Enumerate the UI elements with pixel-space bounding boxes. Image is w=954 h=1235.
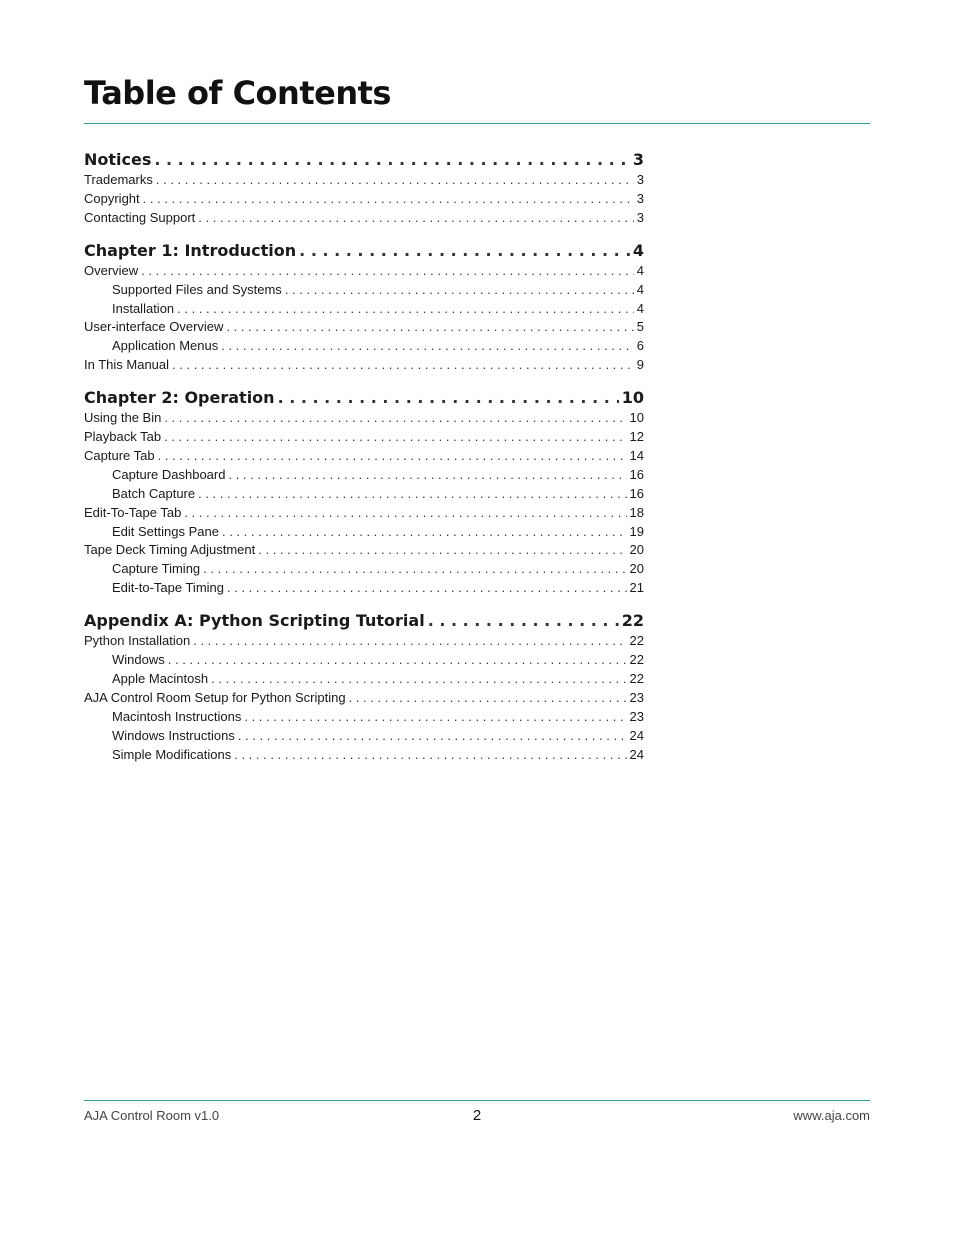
toc-entry[interactable] xyxy=(84,429,644,447)
toc-entry-page-number: 20 xyxy=(629,561,644,577)
toc-dot-leader xyxy=(258,542,626,557)
toc-entry-label: In This Manual xyxy=(84,357,170,373)
toc-dot-leader xyxy=(428,611,619,630)
toc-entry[interactable] xyxy=(84,486,644,504)
toc-dot-leader xyxy=(193,633,626,648)
toc-dot-leader xyxy=(234,747,626,762)
toc-dot-leader xyxy=(228,467,626,482)
toc-dot-leader xyxy=(198,210,633,225)
toc-entry-page-number: 10 xyxy=(629,410,644,426)
toc-chapter-entry[interactable] xyxy=(84,388,644,410)
toc-entry[interactable] xyxy=(84,338,644,356)
toc-entry[interactable] xyxy=(84,690,644,708)
toc-entry-label: Capture Tab xyxy=(84,447,155,463)
toc-entry-page-number: 5 xyxy=(636,319,644,335)
toc-entry[interactable] xyxy=(84,633,644,651)
toc-entry-label: User-interface Overview xyxy=(84,319,224,335)
toc-dot-leader xyxy=(164,410,626,425)
toc-dot-leader xyxy=(164,429,626,444)
toc-entry-label: AJA Control Room Setup for Python Scripting xyxy=(84,689,346,705)
toc-entry[interactable] xyxy=(84,301,644,319)
toc-entry[interactable] xyxy=(84,319,644,337)
toc-entry-page-number: 3 xyxy=(636,172,644,187)
toc-chapter-entry[interactable] xyxy=(84,241,644,263)
toc-entry-page-number: 6 xyxy=(636,338,644,354)
toc-entry[interactable] xyxy=(84,524,644,542)
toc-entry[interactable] xyxy=(84,191,644,209)
footer-product-name: AJA Control Room v1.0 xyxy=(84,1108,220,1123)
toc-entry-page-number: 12 xyxy=(629,429,644,444)
toc-entry-page-number: 16 xyxy=(629,485,644,501)
toc-entry-page-number: 24 xyxy=(629,727,644,743)
toc-entry[interactable] xyxy=(84,357,644,375)
toc-entry-page-number: 4 xyxy=(636,262,644,278)
toc-entry-label: Apple Macintosh xyxy=(112,670,209,686)
toc-dot-leader xyxy=(158,448,627,463)
toc-dot-leader xyxy=(198,486,626,501)
toc-entry-page-number: 3 xyxy=(632,150,644,169)
toc-dot-leader xyxy=(203,561,626,576)
toc-entry-label: Windows Instructions xyxy=(112,727,235,743)
toc-entry[interactable] xyxy=(84,542,644,560)
toc-entry[interactable] xyxy=(84,467,644,485)
toc-entry-label: Windows xyxy=(112,652,165,667)
toc-dot-leader xyxy=(154,150,629,169)
toc-dot-leader xyxy=(349,690,627,705)
toc-entry-page-number: 22 xyxy=(629,633,644,649)
toc-entry-label: Macintosh Instructions xyxy=(112,708,242,724)
toc-dot-leader xyxy=(226,319,633,334)
toc-chapter-entry[interactable] xyxy=(84,611,644,633)
toc-entry[interactable] xyxy=(84,505,644,523)
toc-entry-page-number: 22 xyxy=(621,611,644,631)
toc-entry[interactable] xyxy=(84,580,644,598)
toc-entry[interactable] xyxy=(84,671,644,689)
toc-dot-leader xyxy=(221,338,634,353)
toc-dot-leader xyxy=(211,671,626,686)
toc-entry-label: Chapter 2: Operation xyxy=(84,388,275,408)
toc-entry-label: Edit Settings Pane xyxy=(112,523,219,539)
toc-entry-label: Application Menus xyxy=(112,338,219,354)
toc-entry-label: Playback Tab xyxy=(84,429,162,444)
toc-entry-page-number: 10 xyxy=(621,388,644,408)
toc-entry-label: Copyright xyxy=(84,190,140,206)
toc-entry[interactable] xyxy=(84,410,644,428)
toc-dot-leader xyxy=(222,524,627,539)
toc-entry-page-number: 16 xyxy=(629,466,644,482)
footer-divider xyxy=(84,1100,870,1101)
toc-entry-label: Appendix A: Python Scripting Tutorial xyxy=(84,611,425,631)
toc-entry-label: Overview xyxy=(84,262,139,278)
toc-entry-page-number: 3 xyxy=(636,209,644,225)
toc-entry-label: Batch Capture xyxy=(112,485,196,501)
toc-entry-page-number: 14 xyxy=(629,447,644,463)
footer-page-number: 2 xyxy=(472,1107,482,1124)
toc-entry[interactable] xyxy=(84,561,644,579)
toc-entry-page-number: 4 xyxy=(636,281,644,297)
page-title: Table of Contents xyxy=(84,74,391,112)
toc-entry-page-number: 23 xyxy=(629,689,644,705)
toc-entry-label: Capture Timing xyxy=(112,561,201,577)
toc-dot-leader xyxy=(227,580,627,595)
toc-dot-leader xyxy=(168,652,627,667)
toc-entry-label: Capture Dashboard xyxy=(112,466,226,482)
toc-entry-page-number: 4 xyxy=(632,240,644,260)
toc-entry-label: Chapter 1: Introduction xyxy=(84,240,297,260)
toc-entry-page-number: 3 xyxy=(636,190,644,206)
toc-entry[interactable] xyxy=(84,747,644,765)
title-divider xyxy=(84,123,870,124)
toc-entry-page-number: 22 xyxy=(629,652,644,667)
footer-website: www.aja.com xyxy=(793,1108,870,1123)
toc-entry[interactable] xyxy=(84,263,644,281)
toc-entry[interactable] xyxy=(84,172,644,190)
toc-entry-label: Simple Modifications xyxy=(112,746,232,762)
toc-dot-leader xyxy=(299,241,630,260)
toc-entry-label: Edit-To-Tape Tab xyxy=(84,504,182,520)
toc-dot-leader xyxy=(244,709,626,724)
toc-entry[interactable] xyxy=(84,210,644,228)
toc-dot-leader xyxy=(238,728,627,743)
toc-entry-label: Contacting Support xyxy=(84,209,196,225)
toc-entry-page-number: 20 xyxy=(629,542,644,558)
toc-entry-page-number: 24 xyxy=(629,746,644,762)
toc-entry-page-number: 18 xyxy=(629,504,644,520)
toc-entry-label: Supported Files and Systems xyxy=(112,281,282,297)
toc-entry-label: Tape Deck Timing Adjustment xyxy=(84,542,256,558)
toc-entry-page-number: 4 xyxy=(636,300,644,316)
toc-entry[interactable] xyxy=(84,652,644,670)
toc-chapter-entry[interactable] xyxy=(84,150,644,172)
toc-entry-label: Python Installation xyxy=(84,633,191,649)
toc-dot-leader xyxy=(184,505,626,520)
toc-entry-label: Notices xyxy=(84,150,152,169)
toc-entry-page-number: 21 xyxy=(629,580,644,596)
toc-entry-page-number: 22 xyxy=(629,670,644,686)
toc-dot-leader xyxy=(285,282,634,297)
toc-entry-page-number: 9 xyxy=(636,357,644,373)
toc-entry[interactable] xyxy=(84,709,644,727)
toc-entry[interactable] xyxy=(84,728,644,746)
toc-dot-leader xyxy=(156,172,634,187)
toc-dot-leader xyxy=(278,388,619,407)
toc-entry[interactable] xyxy=(84,282,644,300)
toc-dot-leader xyxy=(143,191,634,206)
toc-dot-leader xyxy=(141,263,634,278)
toc-entry[interactable] xyxy=(84,448,644,466)
toc-entry-page-number: 19 xyxy=(629,523,644,539)
toc-dot-leader xyxy=(172,357,634,372)
toc-dot-leader xyxy=(177,301,634,316)
toc-entry-label: Using the Bin xyxy=(84,410,162,426)
toc-entry-label: Trademarks xyxy=(84,172,153,187)
toc-entry-page-number: 23 xyxy=(629,708,644,724)
toc-entry-label: Installation xyxy=(112,300,175,316)
toc-entry-label: Edit-to-Tape Timing xyxy=(112,580,224,596)
